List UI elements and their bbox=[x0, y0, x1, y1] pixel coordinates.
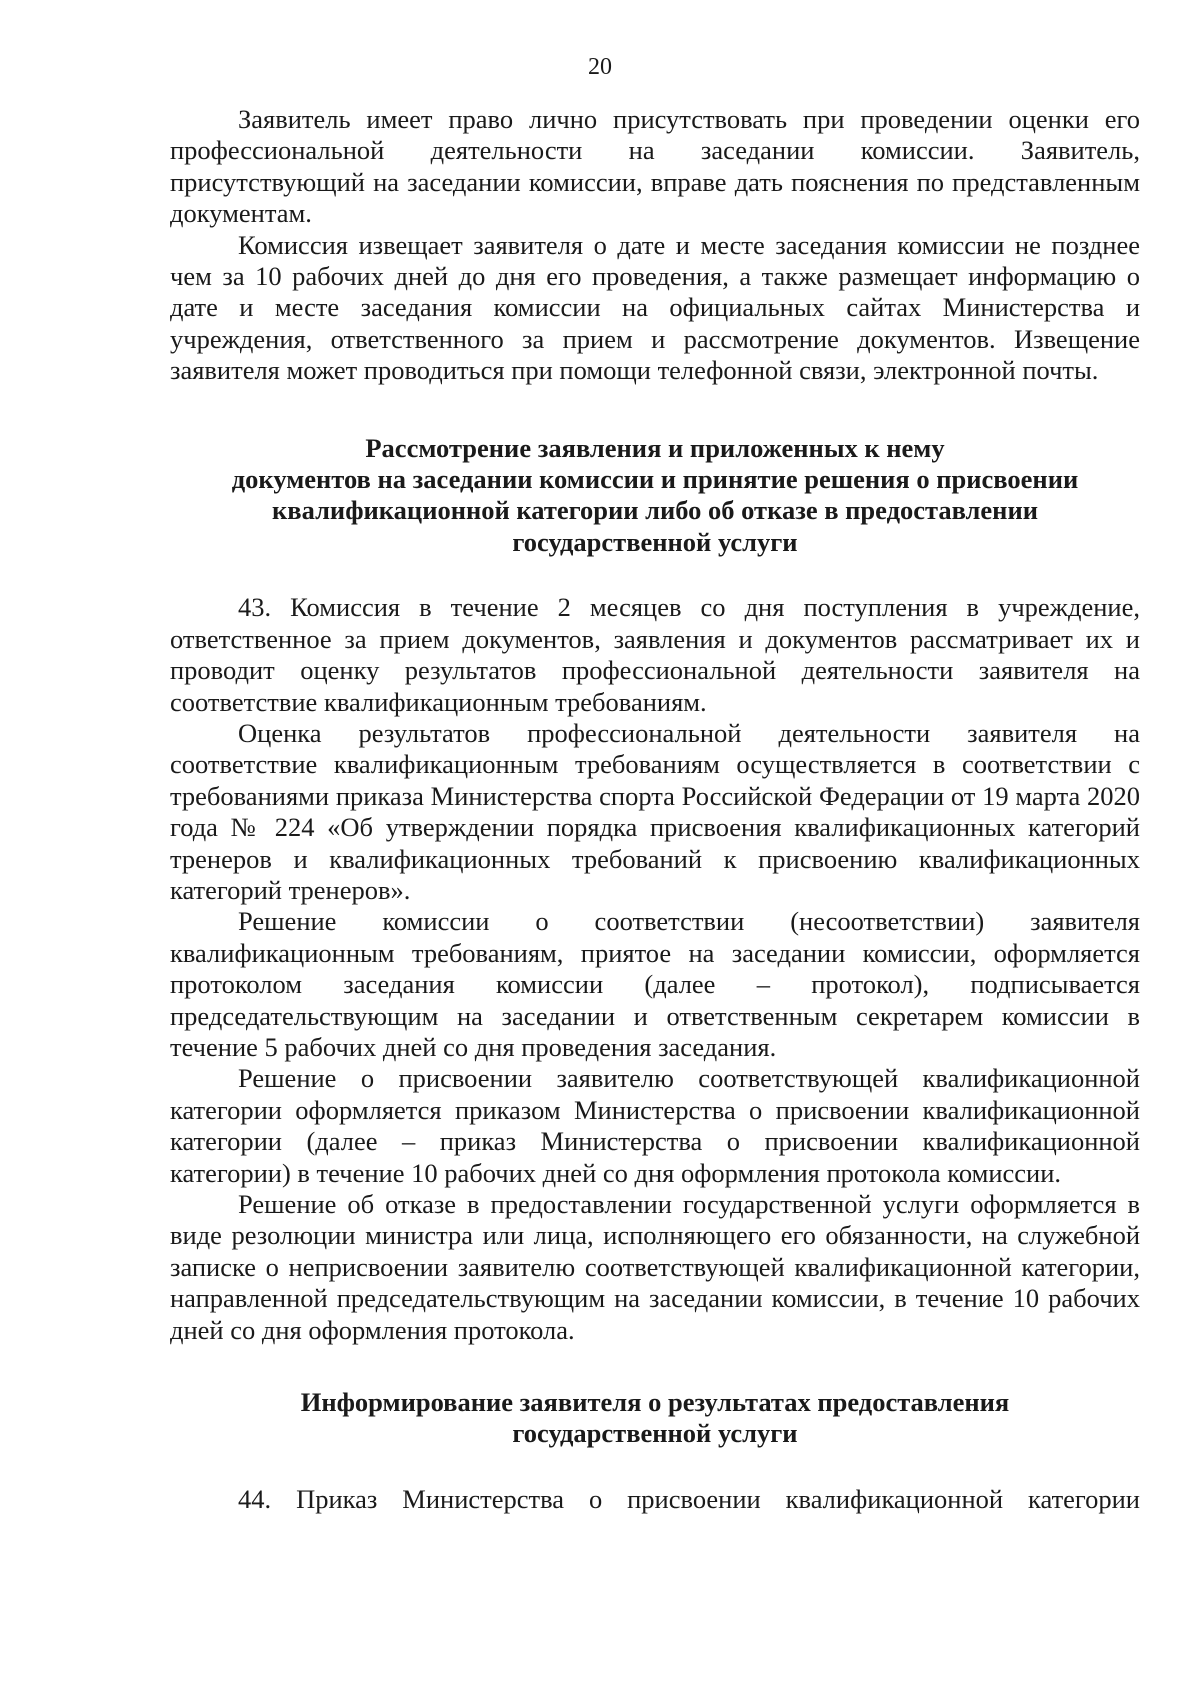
paragraph: Решение об отказе в предоставлении государственной услуги оформляется в виде резолюции министра или лица, исполняющего его обязанности, на служебной записке о неприсвоении заявителю соответствующей квалификационной категории, направленной председательствующим на заседании комиссии, в течение 10 рабочих дней со дня оформления протокола. bbox=[170, 1189, 1140, 1345]
heading-line: документов на заседании комиссии и принятие решения о присвоении bbox=[231, 464, 1079, 495]
paragraph: Оценка результатов профессиональной деятельности заявителя на соответствие квалификационным требованиям осуществляется в соответствии с требованиями приказа Министерства спорта Российской Федерации от 19 марта 2020 года № 224 «Об утверждении порядка присвоения квалификационных категорий тренеров и квалификационных требований к присвоению квалификационных категорий тренеров». bbox=[170, 717, 1140, 905]
heading-line: государственной услуги bbox=[512, 526, 798, 557]
heading-line: квалификационной категории либо об отказе в предоставлении bbox=[272, 495, 1038, 526]
paragraph: Заявитель имеет право лично присутствовать при проведении оценки его профессиональной деятельности на заседании комиссии. Заявитель, присутствующий на заседании комиссии, вправе дать пояснения по представленным документам. bbox=[170, 104, 1140, 229]
paragraph: Комиссия извещает заявителя о дате и месте заседания комиссии не позднее чем за 10 рабочих дней до дня его проведения, а также размещает информацию о дате и месте заседания комиссии на официальных сайтах Министерства и учреждения, ответственного за прием и рассмотрение документов. Извещение заявителя может проводиться при помощи телефонной связи, электронной почты. bbox=[170, 229, 1140, 386]
document-body bbox=[170, 104, 1140, 1515]
paragraph: 44. Приказ Министерства о присвоении квалификационной категории bbox=[238, 1483, 1140, 1514]
paragraph: 43. Комиссия в течение 2 месяцев со дня поступления в учреждение, ответственное за прием документов, заявления и документов рассматривает их и проводит оценку результатов профессиональной деятельности заявителя на соответствие квалификационным требованиям. bbox=[170, 592, 1140, 717]
section-heading bbox=[170, 1387, 1140, 1450]
heading-line: государственной услуги bbox=[512, 1418, 798, 1449]
section-heading bbox=[170, 433, 1140, 559]
heading-line: Информирование заявителя о результатах предоставления bbox=[300, 1387, 1010, 1418]
paragraph: Решение о присвоении заявителю соответствующей квалификационной категории оформляется приказом Министерства о присвоении квалификационной категории (далее – приказ Министерства о присвоении квалификационной категории) в течение 10 рабочих дней со дня оформления протокола комиссии. bbox=[170, 1063, 1140, 1188]
page-number: 20 bbox=[588, 54, 612, 80]
paragraph: Решение комиссии о соответствии (несоответствии) заявителя квалификационным требованиям, приятое на заседании комиссии, оформляется протоколом заседания комиссии (далее – протокол), подписывается председательствующим на заседании и ответственным секретарем комиссии в течение 5 рабочих дней со дня проведения заседания. bbox=[170, 906, 1140, 1062]
heading-line: Рассмотрение заявления и приложенных к нему bbox=[365, 432, 945, 463]
